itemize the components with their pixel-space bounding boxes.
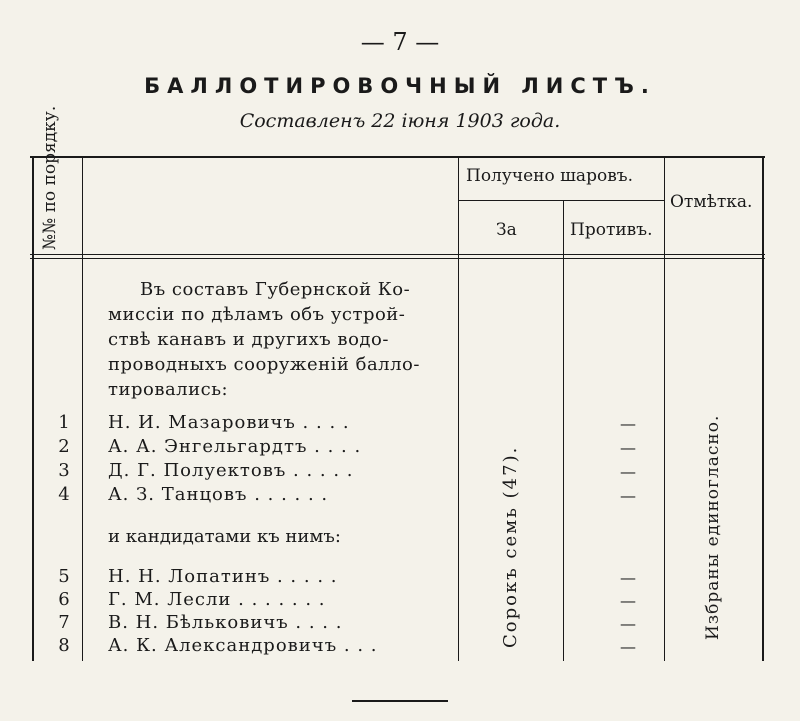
against-dash: — xyxy=(620,438,636,457)
intro-line: проводныхъ сооруженій балло- xyxy=(108,354,420,375)
candidate-name: А. З. Танцовъ . . . . . . xyxy=(108,484,329,505)
bottom-divider xyxy=(352,700,448,702)
result-mark: Избраны единогласно. xyxy=(703,414,723,640)
column-header-for: За xyxy=(496,220,517,240)
candidate-name: Н. Н. Лопатинъ . . . . . xyxy=(108,566,338,587)
candidate-name: А. А. Энгельгардтъ . . . . xyxy=(108,436,362,457)
page-number: — 7 — xyxy=(360,28,440,56)
column-header-received: Получено шаровъ. xyxy=(466,166,633,186)
row-number: 3 xyxy=(58,460,70,481)
against-dash: — xyxy=(620,614,636,633)
row-number: 7 xyxy=(58,612,70,633)
candidate-name: А. К. Александровичъ . . . xyxy=(108,635,378,656)
intro-line: тировались: xyxy=(108,379,229,400)
against-dash: — xyxy=(620,414,636,433)
against-dash: — xyxy=(620,637,636,656)
column-header-mark: Отмѣтка. xyxy=(670,192,753,212)
candidate-name: Д. Г. Полуектовъ . . . . . xyxy=(108,460,354,481)
candidate-name: В. Н. Бѣльковичъ . . . . xyxy=(108,612,343,633)
against-dash: — xyxy=(620,462,636,481)
row-number: 5 xyxy=(58,566,70,587)
row-number: 1 xyxy=(58,412,70,433)
document-subtitle: Составленъ 22 іюня 1903 года. xyxy=(239,110,561,132)
votes-for-value: Сорокъ семь (47). xyxy=(500,445,521,648)
intro-line: Въ составъ Губернской Ко- xyxy=(140,279,411,300)
row-number: 8 xyxy=(58,635,70,656)
against-dash: — xyxy=(620,486,636,505)
row-number: 4 xyxy=(58,484,70,505)
candidate-name: Г. М. Лесли . . . . . . . xyxy=(108,589,326,610)
document-title: БАЛЛОТИРОВОЧНЫЙ ЛИСТЪ. xyxy=(144,74,656,98)
candidate-name: Н. И. Мазаровичъ . . . . xyxy=(108,412,350,433)
intro-line: ствѣ канавъ и другихъ водо- xyxy=(108,329,389,350)
against-dash: — xyxy=(620,568,636,587)
column-header-against: Противъ. xyxy=(570,220,653,240)
intro-line: миссіи по дѣламъ объ устрой- xyxy=(108,304,406,325)
row-number: 2 xyxy=(58,436,70,457)
row-number: 6 xyxy=(58,589,70,610)
against-dash: — xyxy=(620,591,636,610)
candidates-label: и кандидатами къ нимъ: xyxy=(108,526,341,547)
column-header-number: №№ по порядку. xyxy=(40,105,60,250)
